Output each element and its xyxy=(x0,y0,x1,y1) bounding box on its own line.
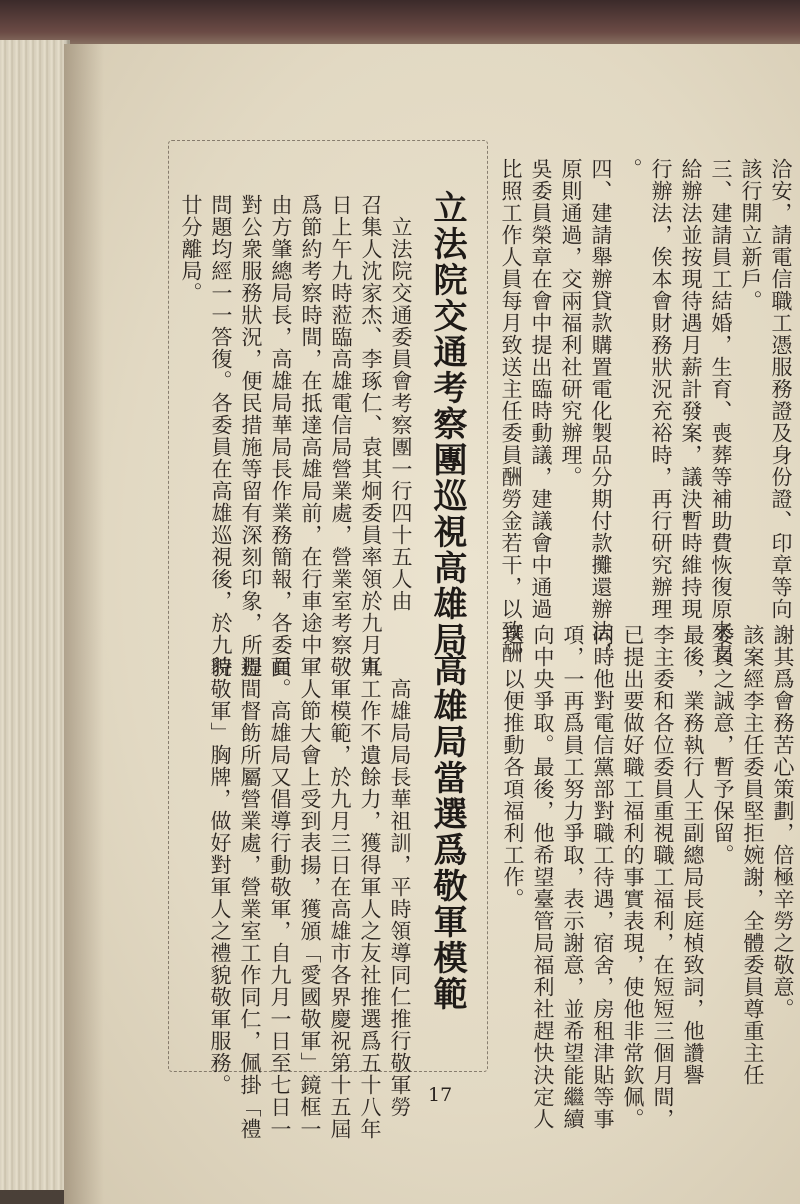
page-stack-edge xyxy=(0,40,70,1190)
lower_right-line: 該案經李主任委員堅拒婉謝，全體委員尊重主任 xyxy=(741,624,765,1086)
lower_right-line: 選，以便推動各項福利工作。 xyxy=(501,624,525,910)
book-cover-edge xyxy=(0,0,800,46)
upper_right-line: 該行開立新戶。 xyxy=(739,158,763,312)
upper_right-line: 洽安，請電信職工憑服務證及身份證、印章等向 xyxy=(769,158,793,620)
article2-line: 高雄局局長華祖訓，平時領導同仁推行敬軍勞 xyxy=(388,656,412,1118)
article1-body xyxy=(176,194,416,678)
article1-line: 爲節約考察時間，在抵達高雄局前，在行車途中， xyxy=(299,194,323,678)
lower_right-line: 李主委和各位委員重視職工福利，在短短三個月間， xyxy=(651,624,675,1130)
lower_right-line: 委員之誠意，暫予保留。 xyxy=(711,624,735,866)
article1-line: 問題均經一一答復。各委員在高雄巡視後，於九時 xyxy=(209,194,233,678)
page-number: 17 xyxy=(428,1084,453,1106)
article2-line: 軍人節大會上受到表揚，獲頒「愛國敬軍」鏡框一 xyxy=(298,656,322,1140)
lower_right-line: 最後，業務執行人王副總局長庭楨致詞，他讚譽 xyxy=(681,624,705,1086)
article2-body xyxy=(205,656,415,1140)
lower-right-text xyxy=(498,624,798,1130)
article2-line: 敬軍模範，於九月三日在高雄市各界慶祝第十五屆 xyxy=(328,656,352,1140)
upper_right-line: 行辦法，俟本會財務狀況充裕時，再行研究辦理 xyxy=(649,158,673,620)
upper_right-line: 原則通過，交兩福利社研究辦理。 xyxy=(559,158,583,488)
article2-heading: 高雄局當選爲敬軍模範 xyxy=(427,652,467,1012)
upper_right-line: 吳委員榮章在會中提出臨時動議，建議會中通過 xyxy=(529,158,553,620)
article1-line: 廿分離局。 xyxy=(179,194,203,304)
lower_right-line: 同時他對電信黨部對職工待遇，宿舍，房租津貼等事 xyxy=(591,624,615,1130)
article2-line: 軍工作不遺餘力，獲得軍人之友社推選爲五十八年 xyxy=(358,656,382,1140)
lower_right-line: 向中央爭取。最後，他希望臺管局福利社趕快決定人 xyxy=(531,624,555,1130)
upper_right-line: 三、建請員工結婚，生育、喪葬等補助費恢復原來支 xyxy=(709,158,733,664)
article1-line: 日上午九時蒞臨高雄電信局營業處，營業室考察， xyxy=(329,194,353,678)
article1-line: 由方肇總局長，高雄局華局長作業務簡報，各委員 xyxy=(269,194,293,678)
article2-line: 面。高雄局又倡導行動敬軍，自九月一日至七日一 xyxy=(268,656,292,1140)
upper_right-line: 給辦法並按現待遇月薪計發案，議決暫時維持現 xyxy=(679,158,703,620)
article1-line: 召集人沈家杰、李琢仁、袁其炯委員率領於九月九 xyxy=(359,194,383,678)
lower_right-line: 謝其爲會務苦心策劃，倍極辛勞之敬意。 xyxy=(771,624,795,1020)
lower_right-line: 項，一再爲員工努力爭取，表示謝意，並希望能繼續 xyxy=(561,624,585,1130)
upper_right-line: 比照工作人員每月致送主任委員酬勞金若干，以致酬 xyxy=(499,158,523,664)
article2-line: 貌敬軍」胸牌，做好對軍人之禮貌敬軍服務。 xyxy=(208,656,232,1096)
article1-line: 立法院交通委員會考察團一行四十五人由 xyxy=(389,194,413,612)
article1-heading: 立法院交通考察團巡視高雄局 xyxy=(427,190,467,658)
upper-right-text xyxy=(496,158,796,664)
upper_right-line: 。 xyxy=(619,158,643,180)
lower_right-line: 已提出要做好職工福利的事實表現，使他非常欽佩。 xyxy=(621,624,645,1130)
article1-line: 對公衆服務狀況，便民措施等留有深刻印象，所提 xyxy=(239,194,263,678)
article2-line: 週間督飭所屬營業處，營業室工作同仁，佩掛「禮 xyxy=(238,656,262,1140)
upper_right-line: 四、建請舉辦貸款購置電化製品分期付款攤還辦法， xyxy=(589,158,613,664)
